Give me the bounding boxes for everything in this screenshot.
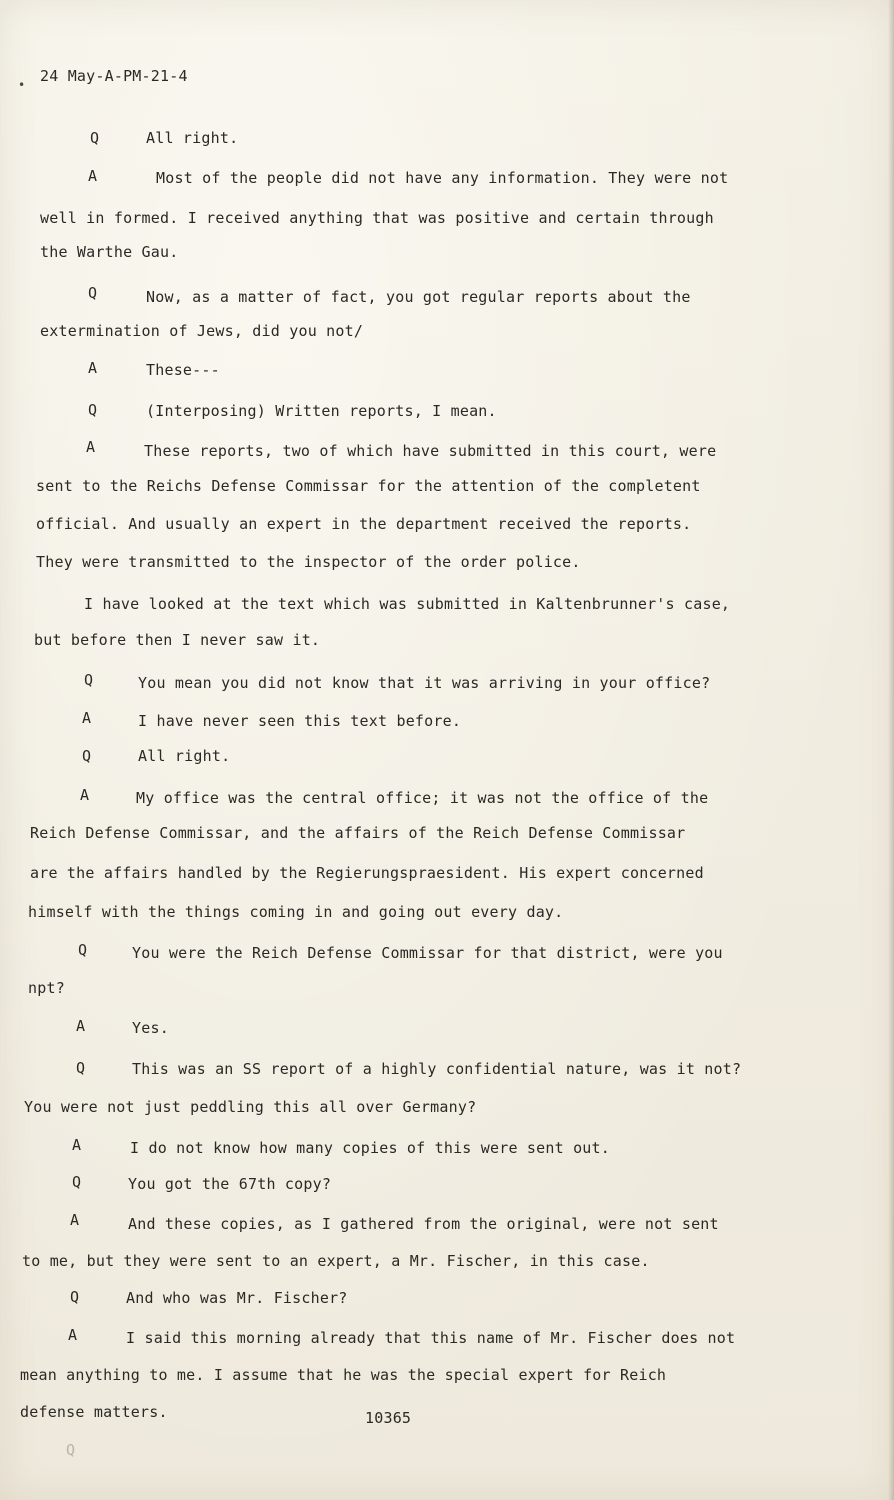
speaker-label: Q bbox=[88, 284, 98, 302]
speaker-label: Q bbox=[82, 747, 92, 765]
transcript-line: These--- bbox=[146, 361, 220, 379]
transcript-line: I said this morning already that this name of Mr. Fischer does not bbox=[126, 1329, 736, 1347]
speaker-label: A bbox=[80, 786, 90, 804]
transcript-line: npt? bbox=[28, 979, 65, 997]
transcript-line: I have never seen this text before. bbox=[138, 712, 462, 730]
speaker-label: A bbox=[82, 709, 92, 727]
transcript-line: himself with the things coming in and going out every day. bbox=[28, 903, 564, 921]
transcript-line: And these copies, as I gathered from the original, were not sent bbox=[128, 1215, 719, 1233]
speaker-label: A bbox=[88, 359, 98, 377]
transcript-line: well in formed. I received anything that was positive and certain through bbox=[40, 209, 714, 227]
transcript-line: the Warthe Gau. bbox=[40, 243, 179, 261]
transcript-line: All right. bbox=[138, 747, 231, 765]
speaker-label: A bbox=[76, 1017, 86, 1035]
transcript-line: I have looked at the text which was submitted in Kaltenbrunner's case, bbox=[84, 595, 731, 613]
speaker-label: A bbox=[68, 1326, 78, 1344]
speaker-label: A bbox=[70, 1211, 80, 1229]
speaker-label: Q bbox=[72, 1173, 82, 1191]
transcript-line: I do not know how many copies of this were sent out. bbox=[130, 1139, 610, 1157]
transcript-line: This was an SS report of a highly confidential nature, was it not? bbox=[132, 1060, 742, 1078]
transcript-line: And who was Mr. Fischer? bbox=[126, 1289, 348, 1307]
transcript-line: but before then I never saw it. bbox=[34, 631, 321, 649]
speaker-label: A bbox=[72, 1136, 82, 1154]
transcript-line: You were the Reich Defense Commissar for that district, were you bbox=[132, 944, 723, 962]
speaker-label: Q bbox=[90, 129, 100, 147]
page-edge-shadow bbox=[888, 0, 894, 1500]
page-header: 24 May-A-PM-21-4 bbox=[40, 67, 188, 85]
speaker-label: Q bbox=[78, 941, 88, 959]
margin-dot: • bbox=[18, 78, 26, 92]
speaker-label: Q bbox=[84, 671, 94, 689]
transcript-line: extermination of Jews, did you not/ bbox=[40, 322, 364, 340]
transcript-line: They were transmitted to the inspector of the order police. bbox=[36, 553, 581, 571]
transcript-line: defense matters. bbox=[20, 1403, 168, 1421]
transcript-line: These reports, two of which have submitted in this court, were bbox=[144, 442, 717, 460]
transcript-line: You were not just peddling this all over Germany? bbox=[24, 1098, 477, 1116]
transcript-line: You got the 67th copy? bbox=[128, 1175, 332, 1193]
transcript-line: official. And usually an expert in the department received the reports. bbox=[36, 515, 692, 533]
speaker-label: Q bbox=[76, 1059, 86, 1077]
transcript-line: You mean you did not know that it was arriving in your office? bbox=[138, 674, 711, 692]
transcript-line: Yes. bbox=[132, 1019, 169, 1037]
speaker-label: Q bbox=[70, 1288, 80, 1306]
speaker-label: A bbox=[86, 438, 96, 456]
speaker-label: Q bbox=[88, 401, 98, 419]
transcript-line: mean anything to me. I assume that he was the special expert for Reich bbox=[20, 1366, 667, 1384]
transcript-line: (Interposing) Written reports, I mean. bbox=[146, 402, 497, 420]
transcript-line: All right. bbox=[146, 129, 239, 147]
transcript-line: are the affairs handled by the Regierungspraesident. His expert concerned bbox=[30, 864, 704, 882]
speaker-label: Q bbox=[66, 1441, 76, 1459]
transcript-line: Reich Defense Commissar, and the affairs of the Reich Defense Commissar bbox=[30, 824, 686, 842]
transcript-line: to me, but they were sent to an expert, a Mr. Fischer, in this case. bbox=[22, 1252, 650, 1270]
transcript-line: sent to the Reichs Defense Commissar for the attention of the completent bbox=[36, 477, 701, 495]
speaker-label: A bbox=[88, 167, 98, 185]
page-number: 10365 bbox=[365, 1409, 412, 1427]
transcript-line: Now, as a matter of fact, you got regular reports about the bbox=[146, 288, 691, 306]
transcript-line: Most of the people did not have any information. They were not bbox=[156, 169, 729, 187]
transcript-line: My office was the central office; it was not the office of the bbox=[136, 789, 709, 807]
